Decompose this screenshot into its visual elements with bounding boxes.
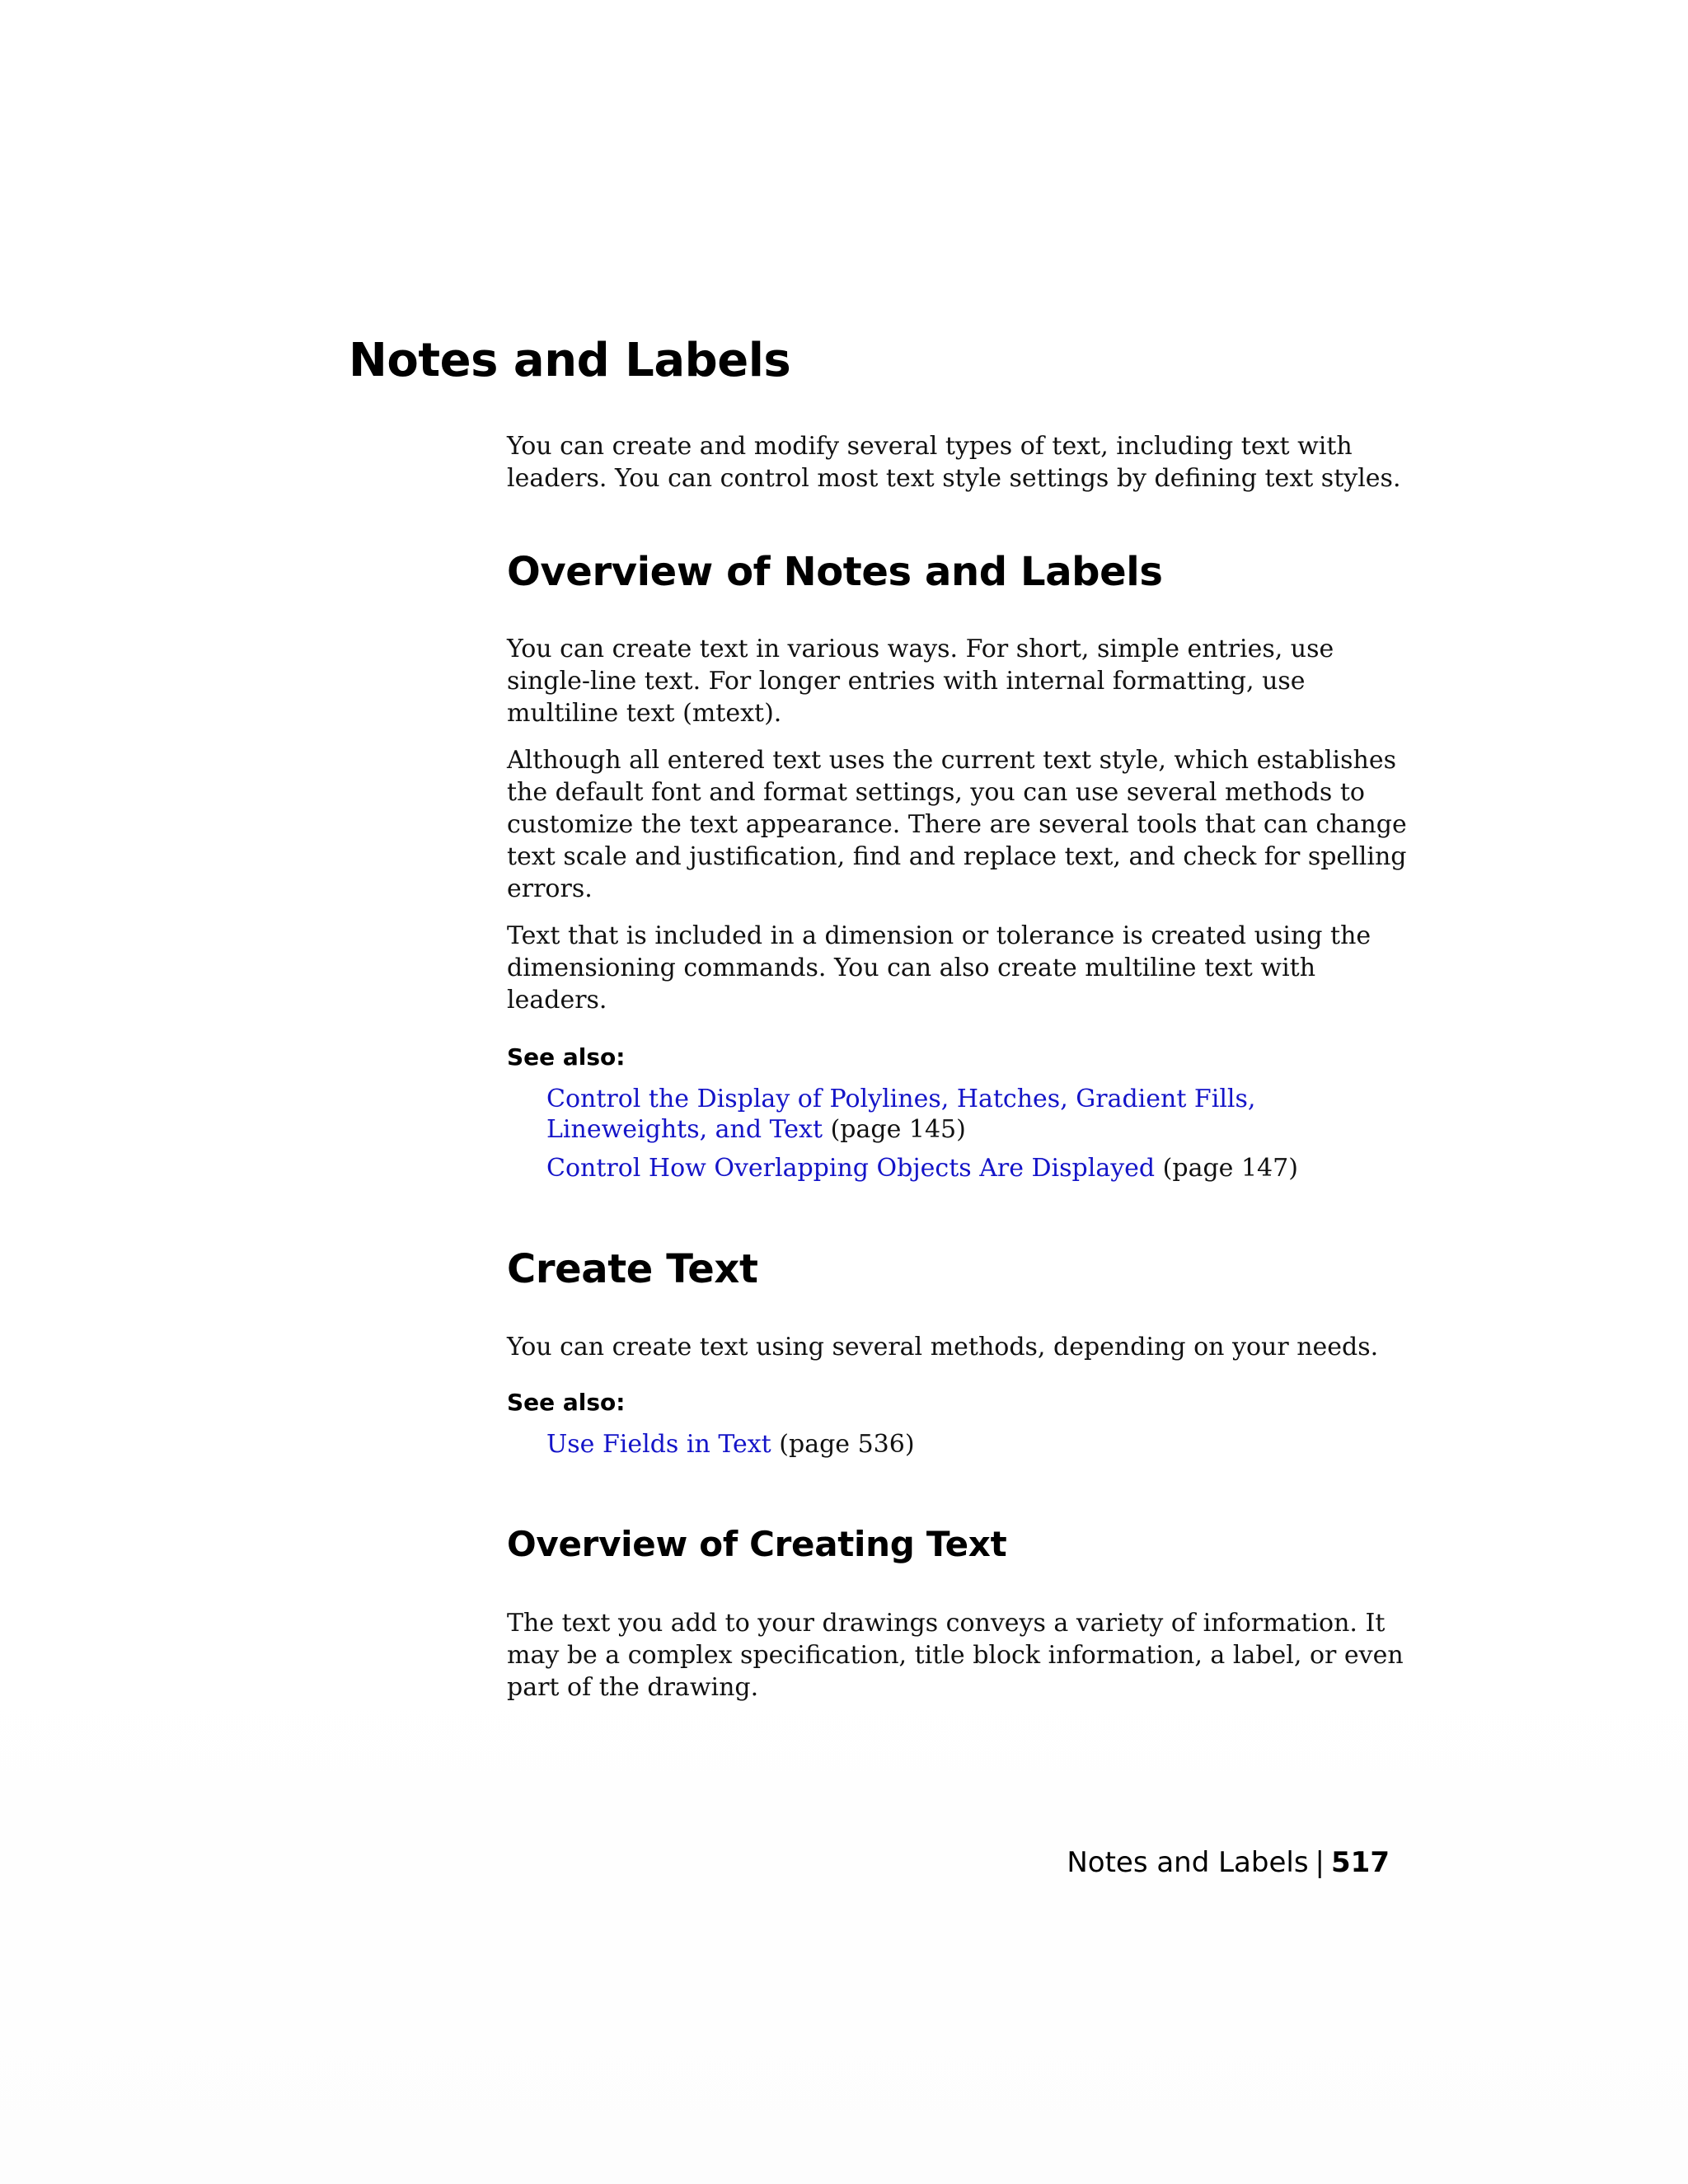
section-paragraph: Although all entered text uses the current text style, which establishes the default font and format settings, you can use several methods to customize the text appearance. There are several tools that can change text scale and justification, find and replace text, and check for spelling errors.: [507, 745, 1407, 903]
intro-paragraph: You can create and modify several types of text, including text with leaders. You can control most text style settings by defining text styles.: [507, 432, 1401, 493]
reference-link[interactable]: Use Fields in Text: [546, 1430, 771, 1460]
see-also-label: See also:: [507, 1043, 626, 1071]
page-title: Notes and Labels: [349, 334, 791, 387]
section-paragraph: You can create text in various ways. For short, simple entries, use single-line text. For longer entries with internal formatting, use multiline text (mtext).: [507, 634, 1334, 728]
reference-link[interactable]: Control How Overlapping Objects Are Displayed: [546, 1153, 1156, 1183]
section-paragraph: Text that is included in a dimension or tolerance is created using the dimensioning commands. You can also create multiline text with leaders.: [507, 921, 1372, 1015]
reference-link[interactable]: Control the Display of Polylines, Hatches, Gradient Fills, Lineweights, and Text: [546, 1084, 1256, 1144]
footer-chapter: Notes and Labels: [1067, 1846, 1309, 1879]
section-overview-notes-labels: [507, 549, 1414, 1183]
section-overview-creating-text: [507, 1524, 1414, 1703]
see-also-item: [546, 1153, 1414, 1183]
section-heading: Create Text: [507, 1245, 758, 1292]
footer-separator: |: [1315, 1846, 1325, 1879]
see-also-list: [507, 1429, 1414, 1460]
section-paragraph: You can create text using several methods, depending on your needs.: [507, 1333, 1379, 1362]
section-heading: Overview of Notes and Labels: [507, 549, 1163, 595]
see-also-label: See also:: [507, 1389, 626, 1417]
section-create-text: [507, 1246, 1414, 1460]
page-footer: [1067, 1846, 1390, 1880]
see-also-list: [507, 1084, 1414, 1183]
reference-page: (page 147): [1162, 1153, 1298, 1183]
page-number: 517: [1331, 1846, 1390, 1879]
section-paragraph: The text you add to your drawings conveys a variety of information. It may be a complex specification, title block information, a label, or even part of the drawing.: [507, 1608, 1404, 1702]
see-also-item: [546, 1084, 1414, 1145]
subsection-heading: Overview of Creating Text: [507, 1524, 1007, 1565]
main-content: [507, 430, 1414, 1704]
see-also-item: [546, 1429, 1414, 1460]
reference-page: (page 145): [830, 1114, 966, 1144]
reference-page: (page 536): [779, 1430, 915, 1460]
